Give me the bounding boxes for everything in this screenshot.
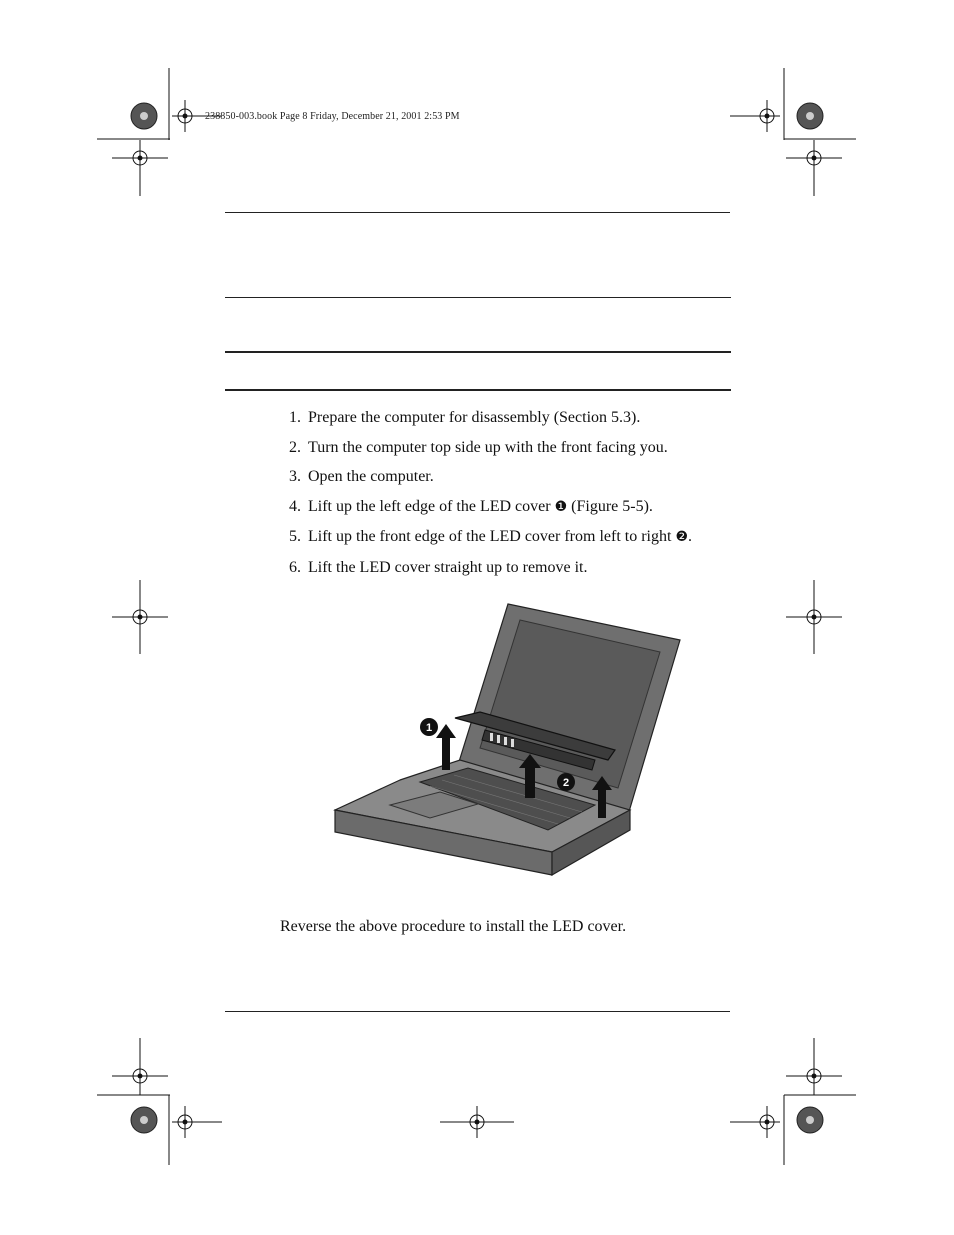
figure-callout-1: 1 <box>425 722 433 734</box>
top-rule <box>225 212 730 213</box>
footer-rule <box>225 1011 730 1012</box>
section-rule <box>225 297 731 298</box>
closing-instruction: Reverse the above procedure to install the LED cover. <box>280 918 627 935</box>
step-item: 6. Lift the LED cover straight up to remove it. <box>289 558 588 576</box>
led-cover-removal-figure <box>330 600 690 880</box>
figure-callout-2: 2 <box>562 777 570 789</box>
callout-2-icon: ❷ <box>675 529 688 546</box>
step-item: 2. Turn the computer top side up with the front facing you. <box>289 438 668 456</box>
step-item: 3. Open the computer. <box>289 468 434 486</box>
table-bottom-rule <box>225 389 731 391</box>
step-item: 5. Lift up the front edge of the LED cover from left to right ❷. <box>289 528 692 546</box>
print-header-stamp: 238850-003.book Page 8 Friday, December 21, 2001 2:53 PM <box>205 111 460 122</box>
removal-steps-list <box>289 403 692 583</box>
table-top-rule <box>225 351 731 353</box>
step-item: 4. Lift up the left edge of the LED cover ❶ (Figure 5-5). <box>289 497 653 515</box>
callout-1-icon: ❶ <box>554 498 568 515</box>
step-item: 1. Prepare the computer for disassembly (Section 5.3). <box>289 409 641 426</box>
